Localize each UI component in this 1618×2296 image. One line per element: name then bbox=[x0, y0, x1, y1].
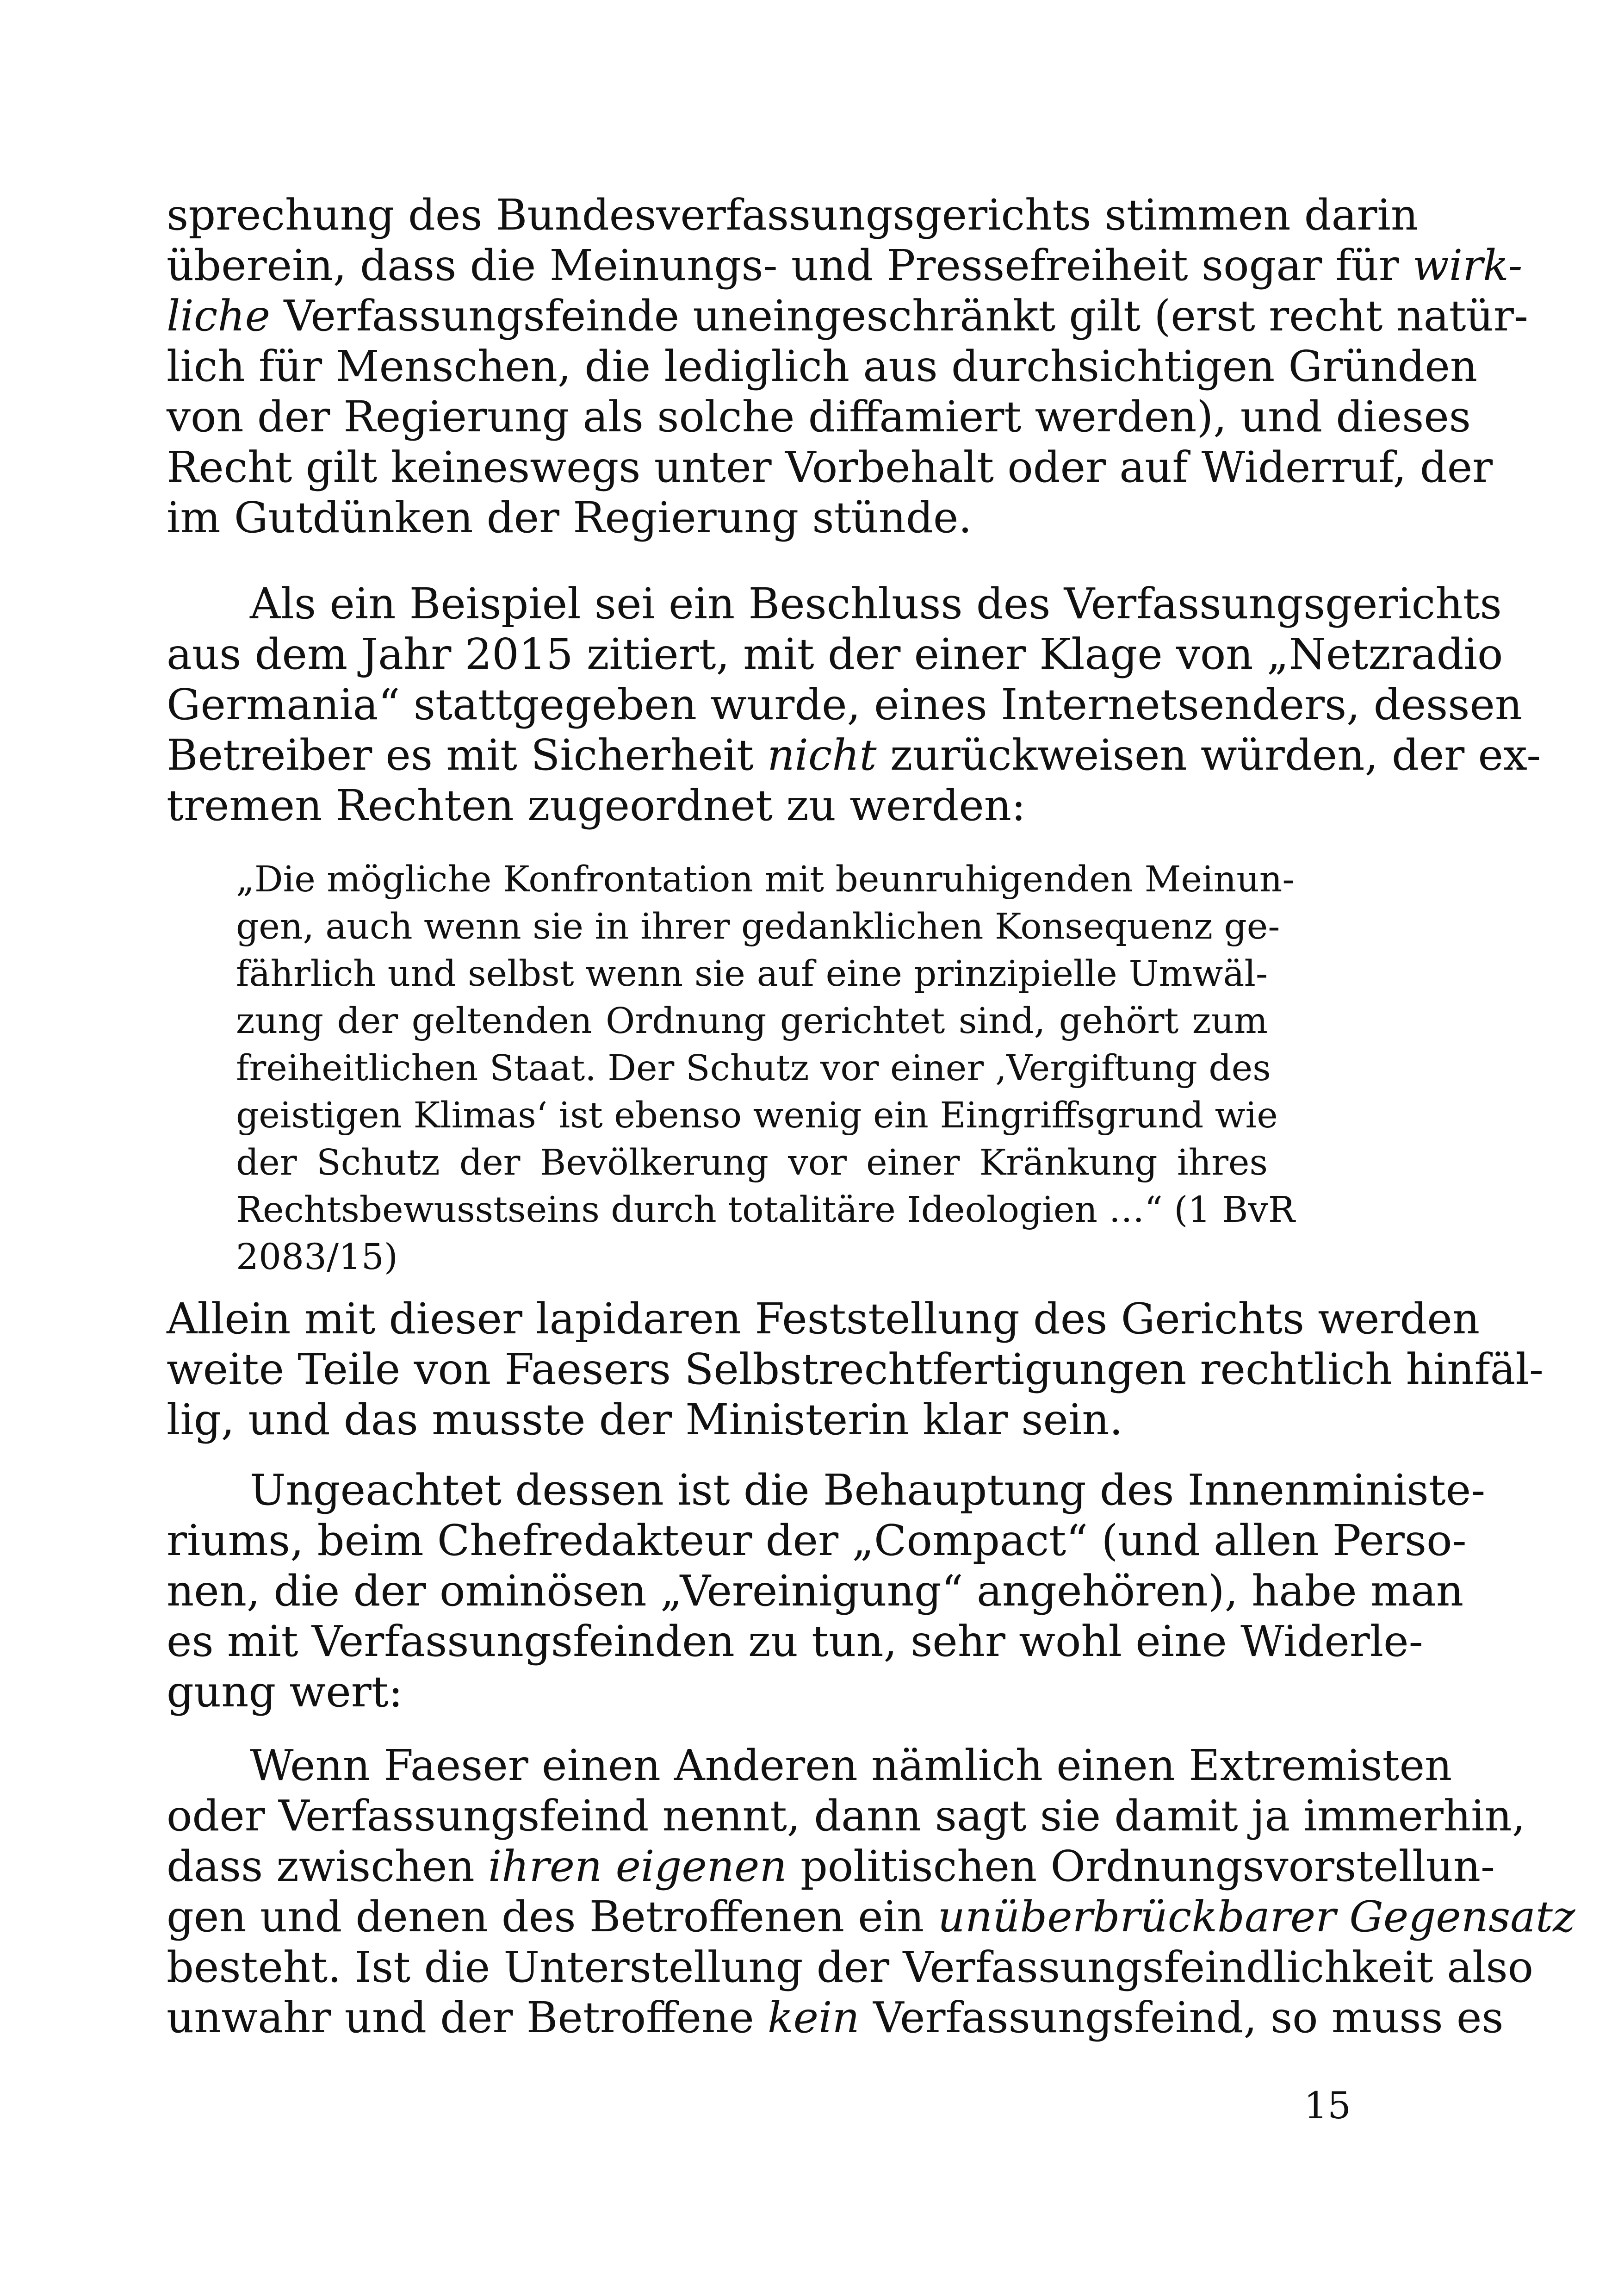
text-line: Betreiber es mit Sicherheit nicht zurückweisen würden, der ex- bbox=[167, 730, 1541, 780]
quote-line: 2083/15) bbox=[236, 1237, 398, 1278]
emphasis: nicht bbox=[767, 730, 877, 780]
text-line: tremen Rechten zugeordnet zu werden: bbox=[167, 781, 1026, 830]
text-line: besteht. Ist die Unterstellung der Verfassungsfeindlichkeit also bbox=[167, 1942, 1534, 1992]
text-line: oder Verfassungsfeind nennt, dann sagt sie damit ja immerhin, bbox=[167, 1791, 1525, 1841]
page-number: 15 bbox=[1304, 2084, 1351, 2127]
quote-line: „Die mögliche Konfrontation mit beunruhigenden Meinun- bbox=[236, 859, 1295, 900]
text-line: nen, die der ominösen „Vereinigung“ angehören), habe man bbox=[167, 1566, 1464, 1616]
block-quote bbox=[236, 856, 1295, 1281]
paragraph-3 bbox=[167, 1294, 1544, 1445]
quote-line: freiheitlichen Staat. Der Schutz vor einer ‚Vergiftung des bbox=[236, 1048, 1271, 1089]
quote-line: geistigen Klimas‘ ist ebenso wenig ein Eingriffsgrund wie bbox=[236, 1095, 1278, 1136]
paragraph-1 bbox=[167, 190, 1528, 543]
text-line: Germania“ stattgegeben wurde, eines Internetsenders, dessen bbox=[167, 680, 1523, 729]
emphasis: ihren eigenen bbox=[488, 1842, 787, 1891]
quote-line: Rechtsbewusstseins durch totalitäre Ideologien …“ (1 BvR bbox=[236, 1189, 1295, 1231]
text-line: im Gutdünken der Regierung stünde. bbox=[167, 493, 972, 542]
text-line: Recht gilt keineswegs unter Vorbehalt oder auf Widerruf, der bbox=[167, 442, 1493, 492]
text-line: von der Regierung als solche diffamiert werden), und dieses bbox=[167, 392, 1471, 442]
paragraph-4 bbox=[167, 1465, 1486, 1717]
text-line: unwahr und der Betroffene kein Verfassungsfeind, so muss es bbox=[167, 1993, 1504, 2042]
emphasis: liche bbox=[167, 291, 271, 341]
text-line: Wenn Faeser einen Anderen nämlich einen Extremisten bbox=[250, 1741, 1452, 1790]
quote-line: der Schutz der Bevölkerung vor einer Kränkung ihres bbox=[236, 1142, 1268, 1183]
text-line: dass zwischen ihren eigenen politischen Ordnungsvorstellun- bbox=[167, 1842, 1495, 1891]
paragraph-5 bbox=[167, 1740, 1575, 2043]
text-line: lich für Menschen, die lediglich aus durchsichtigen Gründen bbox=[167, 342, 1478, 391]
emphasis: kein bbox=[767, 1993, 860, 2042]
paragraph-2 bbox=[167, 579, 1541, 831]
text-line: liche Verfassungsfeinde uneingeschränkt gilt (erst recht natür- bbox=[167, 291, 1528, 341]
text-line: lig, und das musste der Ministerin klar sein. bbox=[167, 1395, 1123, 1444]
quote-line: zung der geltenden Ordnung gerichtet sind, gehört zum bbox=[236, 1001, 1268, 1042]
text-line: Allein mit dieser lapidaren Feststellung des Gerichts werden bbox=[167, 1294, 1480, 1344]
text-line: weite Teile von Faesers Selbstrechtfertigungen rechtlich hinfäl- bbox=[167, 1344, 1544, 1394]
text-line: Ungeachtet dessen ist die Behauptung des Innenministe- bbox=[250, 1465, 1486, 1515]
text-line: überein, dass die Meinungs- und Pressefreiheit sogar für wirk- bbox=[167, 241, 1523, 290]
text-line: riums, beim Chefredakteur der „Compact“ (und allen Perso- bbox=[167, 1516, 1467, 1565]
emphasis: unüberbrückbarer Gegensatz bbox=[937, 1892, 1575, 1941]
emphasis: wirk- bbox=[1413, 241, 1523, 290]
text-line: es mit Verfassungsfeinden zu tun, sehr wohl eine Widerle- bbox=[167, 1617, 1423, 1666]
quote-line: gen, auch wenn sie in ihrer gedanklichen Konsequenz ge- bbox=[236, 906, 1280, 947]
quote-line: fährlich und selbst wenn sie auf eine prinzipielle Umwäl- bbox=[236, 953, 1268, 995]
text-line: gen und denen des Betroffenen ein unüberbrückbarer Gegensatz bbox=[167, 1892, 1575, 1941]
text-line: Als ein Beispiel sei ein Beschluss des Verfassungsgerichts bbox=[250, 579, 1502, 628]
text-line: gung wert: bbox=[167, 1667, 403, 1717]
text-line: sprechung des Bundesverfassungsgerichts stimmen darin bbox=[167, 190, 1419, 240]
text-line: aus dem Jahr 2015 zitiert, mit der einer Klage von „Netzradio bbox=[167, 629, 1503, 679]
